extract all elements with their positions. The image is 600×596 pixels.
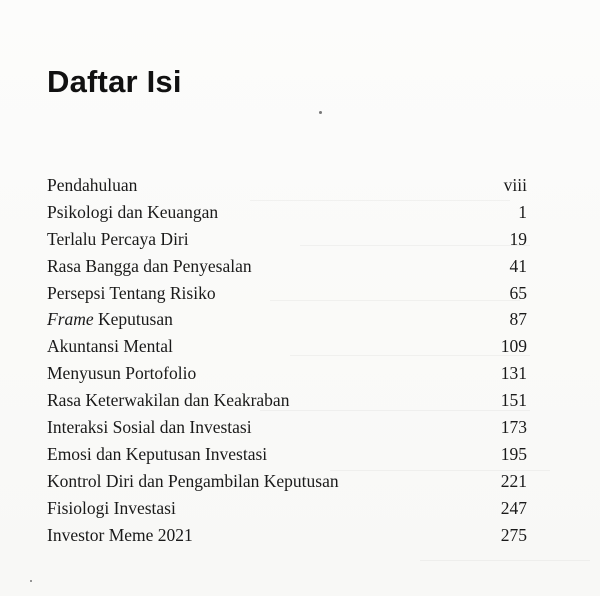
toc-entry-title-text: Rasa Keterwakilan dan Keakraban — [47, 390, 290, 411]
toc-entry — [47, 414, 527, 441]
toc-entry-page-number: 1 — [518, 201, 527, 222]
toc-entry-title — [47, 441, 267, 468]
toc-entry-title-text: Interaksi Sosial dan Investasi — [47, 417, 252, 438]
toc-entry-page-number: 131 — [500, 363, 527, 384]
toc-entry — [47, 360, 527, 387]
toc-entry — [47, 387, 527, 414]
toc-entry-title-text: Terlalu Percaya Diri — [47, 228, 189, 249]
toc-entry — [47, 253, 527, 280]
toc-entry-title — [47, 387, 289, 414]
table-of-contents — [47, 172, 527, 548]
toc-entry-title — [47, 253, 252, 280]
toc-entry-title-text: Menyusun Portofolio — [47, 363, 197, 384]
toc-entry-title-text: Pendahuluan — [47, 175, 138, 195]
toc-entry — [47, 333, 527, 360]
toc-entry-page-number: 195 — [500, 443, 527, 464]
toc-entry-page-number: 19 — [509, 228, 527, 249]
bleed-through-line — [420, 560, 590, 561]
toc-entry-title-text: Rasa Bangga dan Penyesalan — [47, 255, 252, 276]
toc-entry-title-text: Fisiologi Investasi — [47, 497, 176, 518]
toc-entry-title — [47, 199, 218, 226]
toc-entry-title — [47, 360, 196, 387]
toc-entry — [47, 441, 527, 468]
toc-entry-title — [47, 414, 252, 441]
toc-entry-title — [47, 280, 216, 307]
toc-entry-title-italic: Frame — [47, 309, 94, 330]
toc-entry-page-number: viii — [503, 175, 527, 195]
toc-entry-page-number: 87 — [509, 309, 527, 330]
paper-speck — [319, 111, 322, 114]
toc-entry-title-text: Akuntansi Mental — [47, 336, 173, 357]
toc-entry — [47, 199, 527, 226]
toc-entry-title — [47, 468, 339, 495]
toc-entry-title — [47, 495, 176, 522]
toc-entry-title-text: Emosi dan Keputusan Investasi — [47, 443, 268, 464]
toc-entry — [47, 172, 527, 199]
toc-entry-page-number: 151 — [500, 390, 527, 411]
toc-entry-title-text: Kontrol Diri dan Pengambilan Keputusan — [47, 470, 339, 491]
toc-entry-title-text: Psikologi dan Keuangan — [47, 201, 219, 222]
toc-entry — [47, 226, 527, 253]
toc-entry-page-number: 173 — [500, 417, 527, 438]
toc-entry — [47, 280, 527, 307]
toc-entry-title-text: Investor Meme 2021 — [47, 524, 193, 545]
toc-entry-page-number: 109 — [500, 336, 527, 357]
toc-entry-title — [47, 226, 189, 253]
page-title: Daftar Isi — [47, 64, 182, 99]
toc-entry-title-text: Keputusan — [93, 309, 173, 330]
toc-entry — [47, 306, 527, 333]
toc-entry-title — [47, 172, 137, 199]
toc-entry — [47, 468, 527, 495]
toc-entry-page-number: 221 — [500, 470, 527, 491]
toc-entry-page-number: 65 — [509, 282, 527, 303]
paper-speck — [30, 580, 32, 582]
toc-entry-page-number: 41 — [509, 255, 527, 276]
toc-entry — [47, 522, 527, 549]
toc-entry-page-number: 247 — [500, 497, 527, 518]
toc-entry-title — [47, 333, 173, 360]
toc-entry-page-number: 275 — [500, 524, 527, 545]
toc-entry-title — [47, 306, 173, 333]
toc-entry-title — [47, 522, 193, 549]
toc-entry-title-text: Persepsi Tentang Risiko — [47, 282, 216, 303]
toc-entry — [47, 495, 527, 522]
